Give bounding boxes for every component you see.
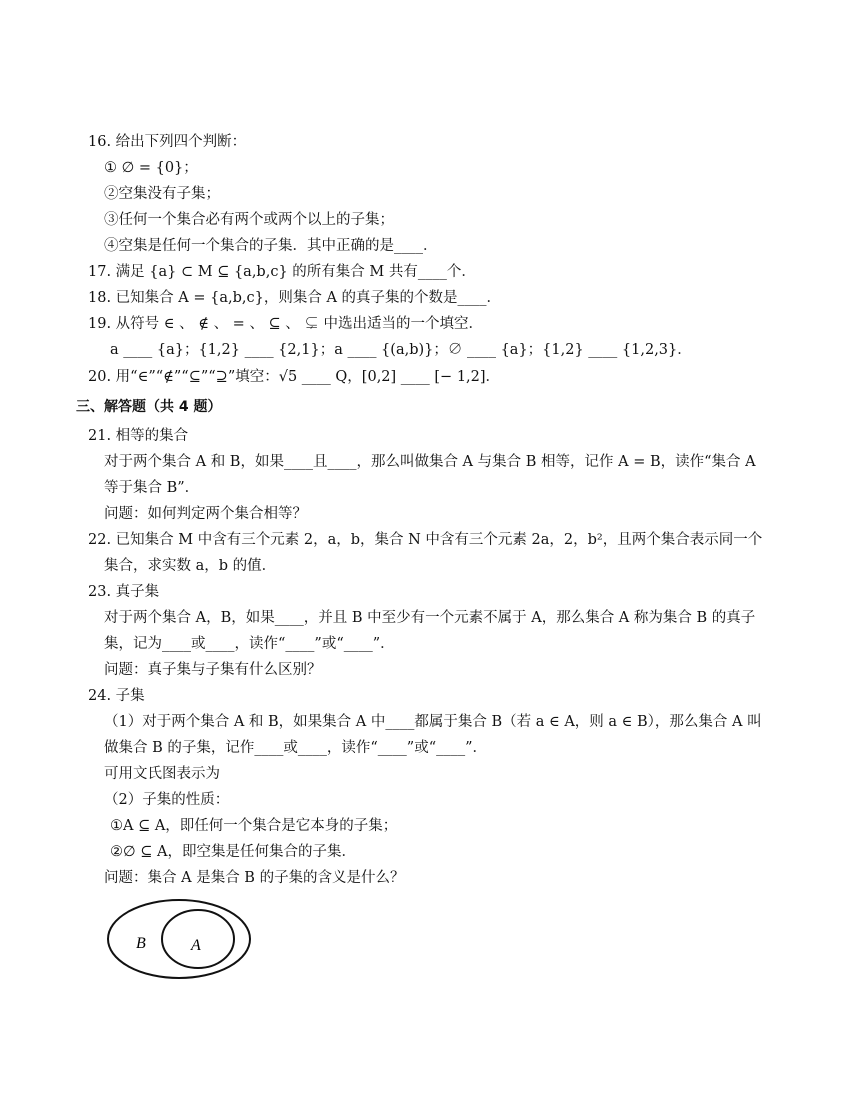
q21-question: 问题：如何判定两个集合相等？ [104,506,307,522]
q16-item-1: ① ∅ = {0}； [104,160,198,176]
section-title: 三、解答题（共 4 题） [76,399,222,415]
venn-label-inner: A [191,937,201,954]
q18: 18. 已知集合 A = {a,b,c}，则集合 A 的真子集的个数是____． [88,290,502,306]
q24-line5: ①A ⊆ A，即任何一个集合是它本身的子集； [110,818,398,834]
venn-label-outer: B [136,935,146,952]
q24-line3: 可用文氏图表示为 [104,766,220,782]
venn-outer-ellipse [108,900,250,978]
q24-line2: 做集合 B 的子集，记作____或____，读作“____”或“____”． [104,740,488,756]
q17: 17. 满足 {a} ⊂ M ⊆ {a,b,c} 的所有集合 M 共有____个． [88,264,476,280]
q21-line1: 对于两个集合 A 和 B，如果____且____，那么叫做集合 A 与集合 B 相等，记作 A = B，读作“集合 A [104,454,756,470]
q23-question: 问题：真子集与子集有什么区别？ [104,662,322,678]
q22-line2: 集合，求实数 a，b 的值． [104,558,277,574]
q20: 20. 用“∈”“∉”“⊆”“⊇”填空：√5 ____ Q，[0,2] ____ [− 1,2]． [88,369,501,385]
q21-line2: 等于集合 B”． [104,480,200,496]
q16-item-4: ④空集是任何一个集合的子集．其中正确的是____． [104,238,438,254]
q24-title: 24. 子集 [88,688,145,704]
q16-stem: 16. 给出下列四个判断： [88,134,247,150]
q23-line1: 对于两个集合 A，B，如果____，并且 B 中至少有一个元素不属于 A，那么集合 A 称为集合 B 的真子 [104,610,756,626]
q24-question: 问题：集合 A 是集合 B 的子集的含义是什么？ [104,870,405,886]
q22-line1: 22. 已知集合 M 中含有三个元素 2，a，b，集合 N 中含有三个元素 2a，2，b²，且两个集合表示同一个 [88,532,763,548]
q16-item-2: ②空集没有子集； [104,186,220,202]
q19-stem: 19. 从符号 ∈ 、 ∉ 、 = 、 ⊆ 、 ⊊ 中选出适当的一个填空． [88,316,484,332]
venn-diagram [104,896,256,982]
q24-line1: （1）对于两个集合 A 和 B，如果集合 A 中____都属于集合 B（若 a ∈ A，则 a ∈ B），那么集合 A 叫 [104,714,762,730]
q23-title: 23. 真子集 [88,584,160,600]
q24-line6: ②∅ ⊆ A，即空集是任何集合的子集． [110,844,356,860]
q21-title: 21. 相等的集合 [88,428,189,444]
q24-line4: （2）子集的性质： [104,792,230,808]
q23-line2: 集，记为____或____，读作“____”或“____”． [104,636,395,652]
q19-body: a ____ {a}；{1,2} ____ {2,1}；a ____ {(a,b)}；∅ ____ {a}；{1,2} ____ {1,2,3}． [110,342,692,358]
q16-item-3: ③任何一个集合必有两个或两个以上的子集； [104,212,394,228]
